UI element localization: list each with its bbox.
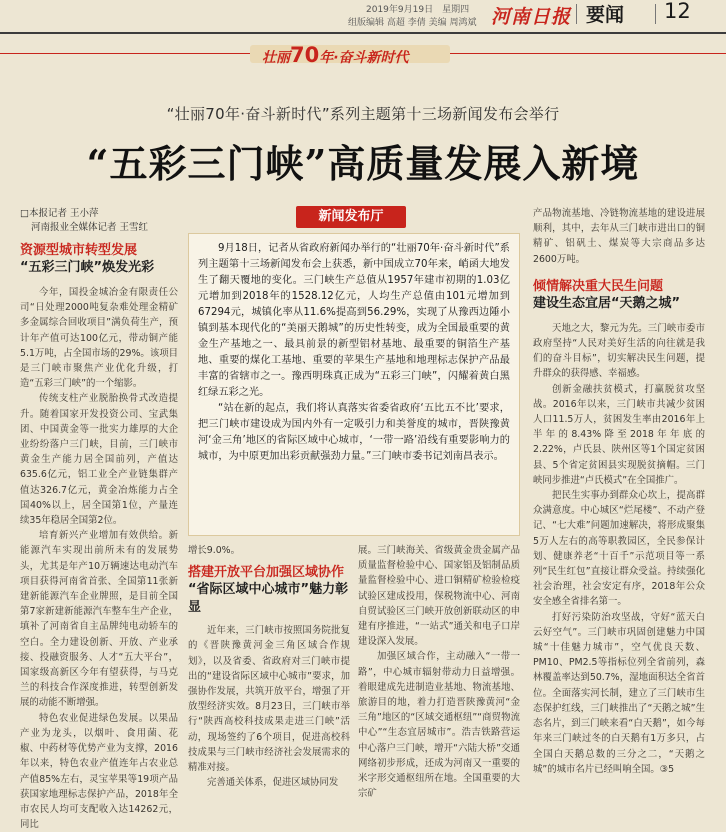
left-paragraph: 今年，国投金城冶金有限责任公司“日处理2000吨复杂难处理金精矿多金属综合回收项目”满负荷生产，预计年产值可达100亿元，带动铜产能5.1万吨，占全国市场的29%。该项目是三门峡市聚焦产业优化升级，打造“五彩三门峡”的一个缩影。 xyxy=(20,287,178,390)
paper-logo: 河南日报 xyxy=(491,6,572,28)
banner-rule-left xyxy=(0,53,250,54)
left-paragraph: 特色农业促进绿色发展。以果品产业为龙头，以烟叶、食用菌、花椒、中药材等优势产业为支撑，2016年以来，特色农业产值连年占农业总产值85%左右，灵宝苹果等19项产品获国家地理标志保护产品，2018年全市农民人均可支配收入达14262元，同比 xyxy=(20,712,178,831)
header-divider-2 xyxy=(655,4,656,24)
banner-prefix: 壮丽 xyxy=(262,50,290,66)
right-paragraph: 创新金融扶贫模式，打赢脱贫攻坚战。2016年以来，三门峡市共减少贫困人口11.5万人，贫困发生率由2016年上半年的8.43%降至2018年年底的2.22%，卢氏县、陕州区等1个国定贫困县、5个省定贫困县实现脱贫摘帽。三门峡同步推进“卢氏模式”在全国推广。 xyxy=(533,383,705,486)
middle-heading-black: “省际区域中心城市”魅力彰显 xyxy=(188,582,349,616)
right-paragraph: 把民生实事办到群众心坎上，提高群众满意度。中心城区“烂尾楼”、不动产登记、“七大难”问题加速解决，将形成聚集5万人左右的高等职教园区，全民参保计划、健康养老“十百千”示范项目等一系列“民生红包”直接让群众受益。持续强化社会治理，社会安定有序，2018年公众安全感全省排名第一。 xyxy=(533,490,705,608)
right-paragraph: 打好污染防治攻坚战，守好“蓝天白云好空气”。三门峡市巩固创建魅力中国城“十佳魅力城市”，空气优良天数、PM10、PM2.5等指标位列全省前列，森林覆盖率达到50.7%，湿地面积达全省首位。全面落实河长制，建立了三门峡市生态保护红线，三门峡推出了“天鹅之城”生态名片，到三门峡来看“白天鹅”，如今每年来三门峡过冬的白天鹅有1万多只，占全国白天鹅总数的三分之二，“天鹅之城”的城市名片已经叫响全国。③5 xyxy=(533,611,705,775)
column-right xyxy=(533,206,705,775)
byline-reporter: □本报记者 王小萍 xyxy=(20,208,99,219)
banner-text xyxy=(262,43,409,67)
briefing-box xyxy=(188,233,520,536)
issue-date: 2019年9月19日 星期四 xyxy=(366,5,470,15)
page-number: 12 xyxy=(664,0,691,23)
headline-title: “五彩三门峡”高质量发展入新境 xyxy=(86,141,640,186)
middle-paragraph: 完善通关体系，促进区域协同发 xyxy=(207,777,339,789)
briefing-tag: 新闻发布厅 xyxy=(296,206,406,228)
banner-number: 70 xyxy=(290,43,320,67)
left-heading-black: “五彩三门峡”焕发光彩 xyxy=(20,260,155,275)
editors-line: 组版编辑 高超 李倩 美编 周鸿斌 xyxy=(348,18,477,28)
briefing-paragraph: “站在新的起点，我们将认真落实省委省政府‘五比五不比’要求，把三门峡市建设成为国内外有一定吸引力和美誉度的城市，晋陕豫黄河‘金三角’地区的省际区域中心城市，‘一带一路’沿线有重要影响力的城市，为中原更加出彩贡献强劲力量。”三门峡市委书记刘南昌表示。 xyxy=(198,403,510,462)
section-name: 要闻 xyxy=(586,4,625,26)
byline xyxy=(20,207,148,235)
right-heading-red: 倾情解决重大民生问题 xyxy=(533,278,664,294)
left-paragraph: 传统支柱产业脱胎换骨式改造提升。随着国家开发投资公司、宝武集团、中国黄金等一批实力雄厚的大企业纷纷落户三门峡，目前，三门峡市黄金生产能力居全国前列，产值达635.6亿元，铝工业全产业链集群产值达326.7亿元，黄金冶炼能力占全国40%以上，居全国第1位，产量连续35年稳居全国第2位。 xyxy=(20,393,178,527)
right-heading-black: 建设生态宜居“天鹅之城” xyxy=(533,295,681,311)
right-paragraph: 天地之大，黎元为先。三门峡市委市政府坚持“人民对美好生活的向往就是我们的奋斗目标”，切实解决民生问题，提升群众的获得感、幸福感。 xyxy=(533,322,705,380)
headline-kicker: “壮丽70年·奋斗新时代”系列主题第十三场新闻发布会举行 xyxy=(166,105,560,123)
banner-rule-right xyxy=(450,53,726,54)
briefing-paragraph: 9月18日，记者从省政府新闻办举行的“壮丽70年·奋斗新时代”系列主题第十三场新闻发布会上获悉，新中国成立70年来，峭函大地发生了翻天覆地的变化。三门峡生产总值从1957年建市初期的1.03亿元增加到2018年的1528.12亿元，人均生产总值由101元增加到67294元，城镇化率从11.6%提高到56.29%，实现了从豫西边陲小镇到基本现代化的“美丽天鹅城”的历史性转变，成为全国最重要的黄金生产基地之一、最具前景的新型铝材基地、最重要的铜箔生产基地、重要的煤化工基地、重要的苹果生产基地和地理标志保护产品最丰富的省辖市之一。豫西明珠真正成为“五彩三门峡”，闪耀着黄白黑红绿五彩之光。 xyxy=(198,243,510,398)
page-header xyxy=(0,0,726,30)
middle-paragraph: 近年来，三门峡市按照国务院批复的《晋陕豫黄河金三角区域合作规划》，以及省委、省政府对三门峡市提出的“建设省际区域中心城市”要求，加强协作发展，共筑开放平台，增强了开放型经济实效。8月23日，三门峡市举行“陕西高校科技成果走进三门峡”活动，现场签约了6个项目，促进高校科技成果与三门峡市经济社会发展需求的精准对接。 xyxy=(188,625,350,774)
column-center xyxy=(358,543,520,800)
middle-heading-red: 搭建开放平台加强区域协作 xyxy=(188,565,345,581)
left-heading-red: 资源型城市转型发展 xyxy=(20,243,138,258)
byline-media-reporter: 河南报业全媒体记者 王雪红 xyxy=(31,222,149,233)
header-rule xyxy=(0,32,726,34)
column-left xyxy=(20,243,178,831)
header-divider-1 xyxy=(576,4,577,24)
left-paragraph: 培育新兴产业增加有效供给。新能源汽车实现出前所未有的发展势头，尤其是年产10万辆速达电动汽车项目获得河南省首张、全国第11张新建新能源汽车企业牌照，是目前全国第7家新建新能源汽车整车生产企业，填补了河南省自主品牌纯电动轿车的空白。全力建设创新、开放、产业承接、投融资服务、人才“五大平台”，国家级高新区今年有望获得，与马克兰的科技合作深度推进，转型创新发展的动能不断增强。 xyxy=(20,530,178,709)
right-lead: 产品物流基地、冷链物流基地的建设进展顺利，其中，去年从三门峡市进出口的铜精矿、铝矾土、煤炭等大宗商品多达2600万吨。 xyxy=(533,208,705,265)
center-paragraph: 展。三门峡海关、省级黄金贵金属产品质量监督检验中心、国家铝及铝制品质量监督检验中心、进口铜精矿检验检疫试验区建成投用，保税物流中心、河南自贸试验区三门峡开放创新联动区的申建有序推进，“一站式”通关和电子口岸建设深入发展。 xyxy=(358,545,520,648)
banner-suffix: 年·奋斗新时代 xyxy=(319,50,409,66)
center-paragraph: 加强区域合作，主动融入“一带一路”，中心城市辐射带动力日益增强。着眼建成先进制造业基地、物流基地、旅游目的地，着力打造晋陕豫黄河“金三角”地区的“区域交通枢纽”“商贸物流中心”“生态宜居城市”。浩吉铁路营运中心落户三门峡，增开“六陆大桥”交通网络初步形成，还成为河南又一重要的米字形交通枢纽所在地。全国重要的大宗矿 xyxy=(358,651,520,800)
column-middle xyxy=(188,543,350,789)
middle-lead: 增长9.0%。 xyxy=(188,545,240,556)
theme-banner xyxy=(0,42,726,66)
